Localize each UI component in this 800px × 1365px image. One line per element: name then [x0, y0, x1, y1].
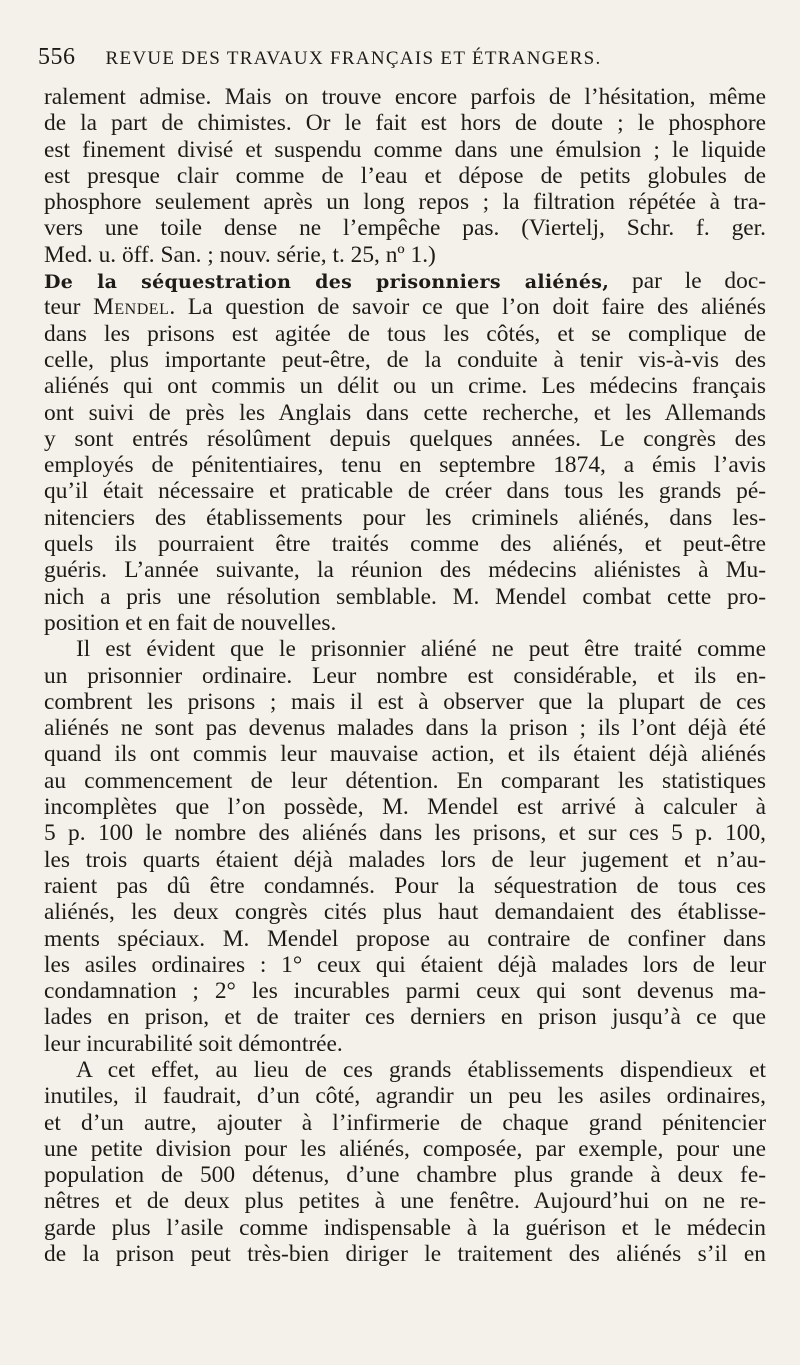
- text-line: [44, 1004, 766, 1030]
- text-line: [44, 242, 766, 268]
- text-line: [44, 1241, 766, 1267]
- line-text: guéris. L’année suivante, la réunion des médecins aliénistes à Mu-: [44, 557, 766, 584]
- text-line: [44, 820, 766, 846]
- line-text: lades en prison, et de traiter ces derniers en prison jusqu’à ce que: [44, 1004, 766, 1031]
- text-line: [44, 163, 766, 189]
- line-text: nêtres et de deux plus petites à une fenêtre. Aujourd’hui on ne re-: [44, 1188, 766, 1215]
- text-line: [44, 110, 766, 136]
- line-text: A cet effet, au lieu de ces grands établissements dispendieux et: [76, 1056, 766, 1083]
- text-line: [44, 1031, 766, 1057]
- line-text: inutiles, il faudrait, d’un côté, agrandir un peu les asiles ordinaires,: [44, 1083, 766, 1110]
- line-text: nich a pris une résolution semblable. M. Mendel combat cette pro-: [44, 583, 766, 610]
- line-text: ralement admise. Mais on trouve encore parfois de l’hésitation, même: [44, 84, 766, 110]
- text-line: [44, 84, 766, 110]
- line-text: Il est évident que le prisonnier aliéné ne peut être traité comme: [76, 636, 766, 663]
- text-line: [44, 189, 766, 215]
- line-text: garde plus l’asile comme indispensable à la guérison et le médecin: [44, 1214, 766, 1241]
- line-text: raient pas dû être condamnés. Pour la séquestration de tous ces: [44, 872, 766, 899]
- line-text: employés de pénitentiaires, tenu en septembre 1874, a émis l’avis: [44, 452, 766, 479]
- line-text: une petite division pour les aliénés, composée, par exemple, pour une: [44, 1135, 766, 1162]
- line-text: les asiles ordinaires : 1° ceux qui étaient déjà malades lors de leur: [44, 951, 766, 978]
- line-text: est presque clair comme de l’eau et dépose de petits globules de: [44, 162, 766, 189]
- text-line: [44, 1162, 766, 1188]
- text-line: [44, 373, 766, 399]
- text-line: [44, 1188, 766, 1214]
- text-line: [44, 452, 766, 478]
- text-line: [44, 715, 766, 741]
- text-line: [44, 847, 766, 873]
- text-line: [44, 689, 766, 715]
- text-line: [44, 584, 766, 610]
- text-line: [44, 768, 766, 794]
- text-line: [44, 426, 766, 452]
- line-text: incomplètes que l’on possède, M. Mendel est arrivé à calculer à: [44, 794, 766, 821]
- text-line: [44, 1136, 766, 1162]
- text-line: [44, 215, 766, 241]
- line-text: quand ils ont commis leur mauvaise action, et ils étaient déjà aliénés: [44, 741, 766, 768]
- text-line: [44, 478, 766, 504]
- line-text: dans les prisons est agitée de tous les côtés, et se complique de: [44, 320, 766, 347]
- line-text: aliénés ne sont pas devenus malades dans la prison ; ils l’ont déjà été: [44, 715, 766, 742]
- line-text: qu’il était nécessaire et praticable de créer dans tous les grands pé-: [44, 478, 766, 505]
- line-text: ments spéciaux. M. Mendel propose au contraire de confiner dans: [44, 925, 766, 952]
- line-text: y sont entrés résolûment depuis quelques années. Le congrès des: [44, 425, 766, 452]
- text-line: [44, 926, 766, 952]
- text-line: [44, 1057, 766, 1083]
- text-line: [44, 505, 766, 531]
- text-line: [44, 873, 766, 899]
- text-line: [44, 952, 766, 978]
- text-line: [44, 899, 766, 925]
- line-text: et d’un autre, ajouter à l’infirmerie de chaque grand pénitencier: [44, 1109, 766, 1136]
- text-line: [44, 741, 766, 767]
- text-line: [44, 636, 766, 662]
- text-line: [44, 794, 766, 820]
- text-line: [44, 294, 766, 320]
- page-header: [38, 44, 758, 71]
- text-line: [44, 321, 766, 347]
- text-line: [44, 137, 766, 163]
- line-text: un prisonnier ordinaire. Leur nombre est considérable, et ils en-: [44, 662, 766, 689]
- text-line: [44, 347, 766, 373]
- line-text: les trois quarts étaient déjà malades lors de leur jugement et n’au-: [44, 846, 766, 873]
- line-text: phosphore seulement après un long repos ; la filtration répétée à tra-: [44, 189, 766, 216]
- author-name: Mendel: [93, 294, 170, 321]
- section-title: De la séquestration des prisonniers aliénés,: [44, 271, 610, 294]
- line-text: nitenciers des établissements pour les criminels aliénés, dans les-: [44, 504, 766, 531]
- line-text: position et en fait de nouvelles.: [44, 609, 337, 636]
- line-prefix: teur: [44, 294, 94, 321]
- line-text: au commencement de leur détention. En comparant les statistiques: [44, 767, 766, 794]
- text-line: [44, 400, 766, 426]
- text-line: [44, 531, 766, 557]
- text-line: [44, 1083, 766, 1109]
- running-title: REVUE DES TRAVAUX FRANÇAIS ET ÉTRANGERS.: [105, 48, 602, 69]
- text-line: [44, 268, 766, 294]
- line-text: de la part de chimistes. Or le fait est hors de doute ; le phosphore: [44, 110, 766, 137]
- page-number: 556: [38, 44, 76, 70]
- line-text: quels ils pourraient être traités comme des aliénés, et peut-être: [44, 531, 766, 558]
- text-line: [44, 663, 766, 689]
- line-text: de la prison peut très-bien diriger le traitement des aliénés s’il en: [44, 1241, 766, 1268]
- line-text: . La question de savoir ce que l’on doit faire des aliénés: [169, 294, 766, 321]
- line-text: est finement divisé et suspendu comme dans une émulsion ; le liquide: [44, 136, 766, 163]
- line-text: aliénés, les deux congrès cités plus haut demandaient des établisse-: [44, 899, 766, 926]
- line-text: 5 p. 100 le nombre des aliénés dans les prisons, et sur ces 5 p. 100,: [44, 820, 766, 847]
- line-text: par le doc-: [609, 268, 766, 295]
- line-text: vers une toile dense ne l’empêche pas. (Viertelj, Schr. f. ger.: [44, 215, 766, 242]
- line-text: condamnation ; 2° les incurables parmi ceux qui sont devenus ma-: [44, 978, 766, 1005]
- text-line: [44, 1110, 766, 1136]
- line-text: population de 500 détenus, d’une chambre plus grande à deux fe-: [44, 1162, 766, 1189]
- line-text: aliénés qui ont commis un délit ou un crime. Les médecins français: [44, 373, 766, 400]
- article-body: [44, 84, 766, 1267]
- line-text: celle, plus importante peut-être, de la conduite à tenir vis-à-vis des: [44, 346, 766, 373]
- line-text: Med. u. öff. San. ; nouv. série, t. 25, nº 1.): [44, 241, 436, 268]
- text-line: [44, 978, 766, 1004]
- text-line: [44, 557, 766, 583]
- line-text: leur incurabilité soit démontrée.: [44, 1030, 343, 1057]
- text-line: [44, 1215, 766, 1241]
- line-text: combrent les prisons ; mais il est à observer que la plupart de ces: [44, 688, 766, 715]
- line-text: ont suivi de près les Anglais dans cette recherche, et les Allemands: [44, 399, 766, 426]
- text-line: [44, 610, 766, 636]
